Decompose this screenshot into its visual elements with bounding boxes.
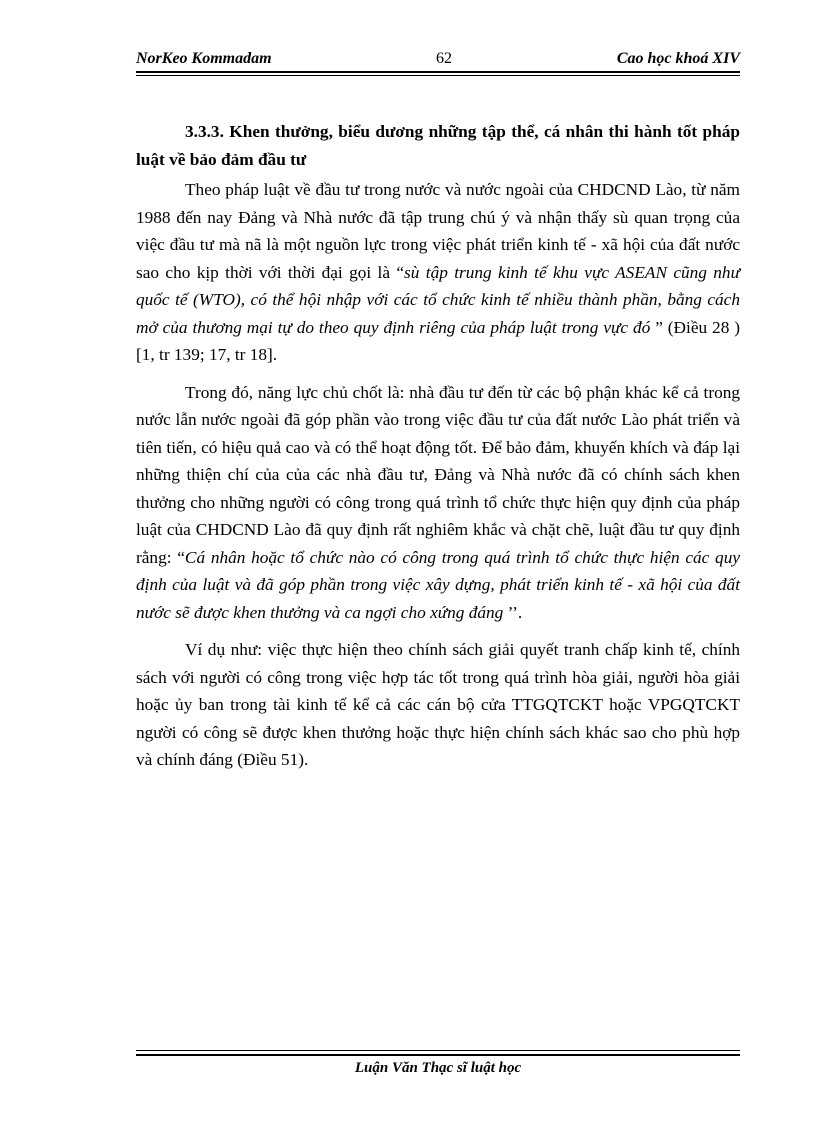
paragraph-1 <box>136 176 740 369</box>
header-page-number: 62 <box>436 50 452 67</box>
page-header <box>136 47 740 71</box>
header-rule-thick <box>136 71 740 73</box>
paragraph-2-quote: Cá nhân hoặc tổ chức nào có công trong quá trình tổ chức thực hiện các quy định của luật và đã góp phần trong việc xây dựng, phát triển kinh tế - xã hội của đất nước sẽ được khen thưởng và ca ngợi cho xứng đáng <box>136 547 741 622</box>
footer-rule-thin <box>136 1050 740 1051</box>
paragraph-2-text: Trong đó, năng lực chủ chốt là: nhà đầu tư đến từ các bộ phận khác kể cả trong nước lẫn nước ngoài đã góp phần vào trong việc đầu tư của đất nước Lào phát triển và tiên tiến, có hiệu quả cao và có thể hoạt động tốt. Để bảo đảm, khuyến khích và đáp lại những thiện chí của của các nhà đầu tư, Đảng và Nhà nước đã có chính sách khen thưởng cho những người có công trong quá trình tổ chức thực hiện quy định của pháp luật của CHDCND Lào đã quy định rất nghiêm khắc và chặt chẽ, luật đầu tư quy định rằng: “ <box>136 382 740 567</box>
footer-rule-thick <box>136 1054 740 1056</box>
header-rule-thin <box>136 75 740 76</box>
paragraph-2 <box>136 379 740 627</box>
header-author: NorKeo Kommadam <box>136 50 272 67</box>
paragraph-2-close: ’’. <box>503 602 523 622</box>
page-footer <box>136 1050 740 1080</box>
paragraph-1-text: Theo pháp luật về đầu tư trong nước và nước ngoài của CHDCND Lào, từ năm 1988 đến nay Đảng và Nhà nước đã tập trung chú ý và nhận thấy sù quan trọng của việc đầu tư mà nã là một nguồn lực trong việc phát triển kinh tế - xã hội của đất nước sao cho kịp thời với thời đại gọi là “ <box>136 180 740 282</box>
section-heading: 3.3.3. Khen thưởng, biểu dương những tập thể, cá nhân thi hành tốt pháp luật về bảo đảm đầu tư <box>136 122 740 169</box>
page-body <box>136 118 740 784</box>
paragraph-1-quote: sù tập trung kinh tế khu vực ASEAN cũng như quốc tế (WTO), có thể hội nhập với các tổ chức kinh tế nhiều thành phần, bằng cách mở của thương mại tự do theo quy định riêng của pháp luật trong vực đó <box>136 262 740 337</box>
paragraph-3: Ví dụ như: việc thực hiện theo chính sách giải quyết tranh chấp kinh tế, chính sách với người có công trong việc hợp tác tốt trong quá trình hòa giải, người hòa giải hoặc ủy ban trong tài kinh tế kể cả các cán bộ cửa TTGQTCKT hoặc VPGQTCKT người có công sẽ được khen thưởng hoặc thực hiện chính sách khác sao cho phù hợp và chính đáng (Điều 51). <box>136 640 740 769</box>
header-course: Cao học khoá XIV <box>616 50 740 67</box>
footer-text: Luận Văn Thạc sĩ luật học <box>354 1060 522 1076</box>
paragraph-1-citation: ” (Điều 28 ) [1, tr 139; 17, tr 18]. <box>136 317 740 364</box>
